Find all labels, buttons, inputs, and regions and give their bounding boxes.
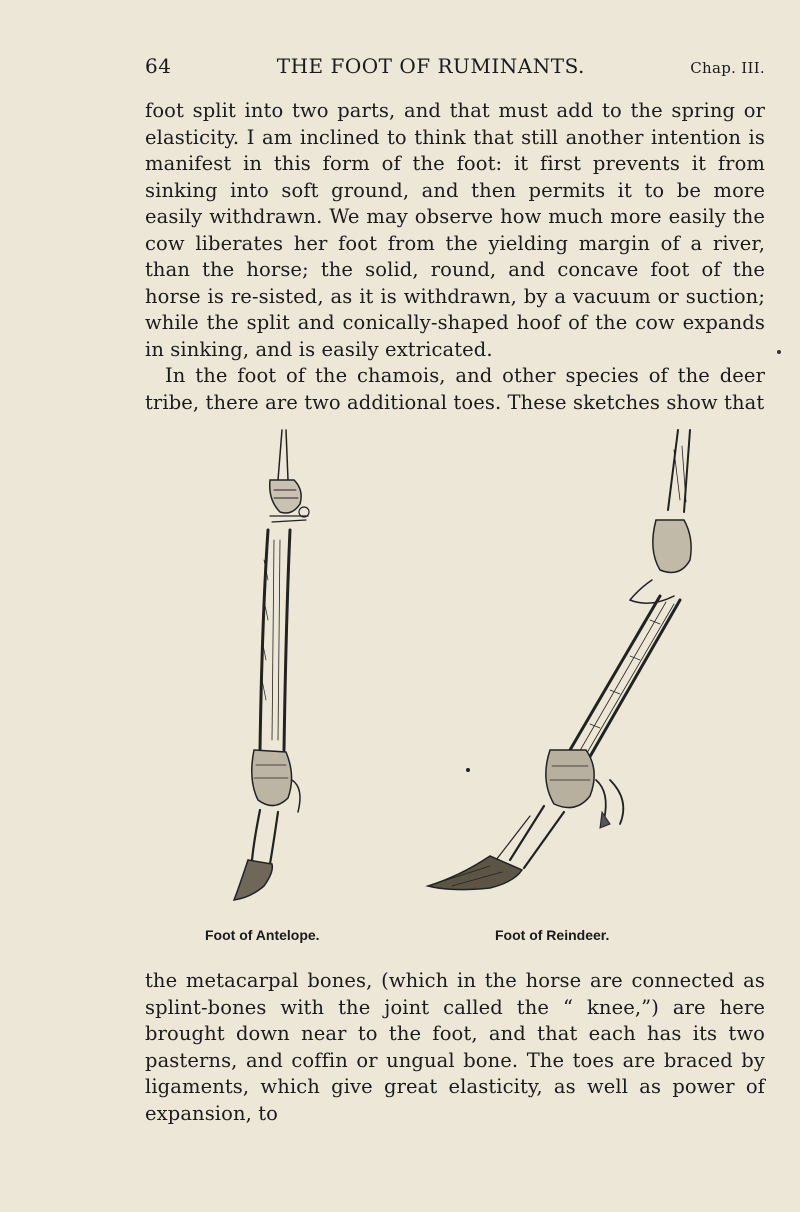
body-text-bottom: [145, 968, 765, 1127]
antelope-foot-illustration: [234, 430, 309, 900]
paragraph: the metacarpal bones, (which in the horse are connected as splint-bones with the joint called the “ knee,”) are here brought down near to the foot, and that each has its two pasterns, and coffin or ungual bone. The toes are braced by ligaments, which give great elasticity, as well as power of expansion, to: [145, 969, 765, 1125]
paragraph: foot split into two parts, and that must add to the spring or elasticity. I am inclined to think that still another intention is manifest in this form of the foot: it first prevents it from sinking into soft ground, and then permits it to be more easily withdrawn. We may observe how much more easily the cow liberates her foot from the yielding margin of a river, than the horse; the solid, round, and concave foot of the horse is re-sisted, as it is withdrawn, by a vacuum or suction; while the split and conically-shaped hoof of the cow expands in sinking, and is easily extricated.: [145, 99, 765, 361]
running-title: THE FOOT OF RUMINANTS.: [276, 54, 585, 78]
caption-reindeer: Foot of Reindeer.: [495, 927, 610, 943]
chapter-label: Chap. III.: [690, 59, 765, 77]
illustration-feet: [190, 420, 710, 950]
paragraph: In the foot of the chamois, and other species of the deer tribe, there are two additional toes. These sketches show that: [145, 364, 765, 414]
reindeer-foot-illustration: [428, 430, 691, 890]
body-text-top: [145, 98, 765, 416]
caption-antelope: Foot of Antelope.: [205, 927, 320, 943]
margin-mark: [777, 350, 781, 354]
page-number: 64: [145, 54, 172, 78]
running-header: [145, 54, 765, 78]
